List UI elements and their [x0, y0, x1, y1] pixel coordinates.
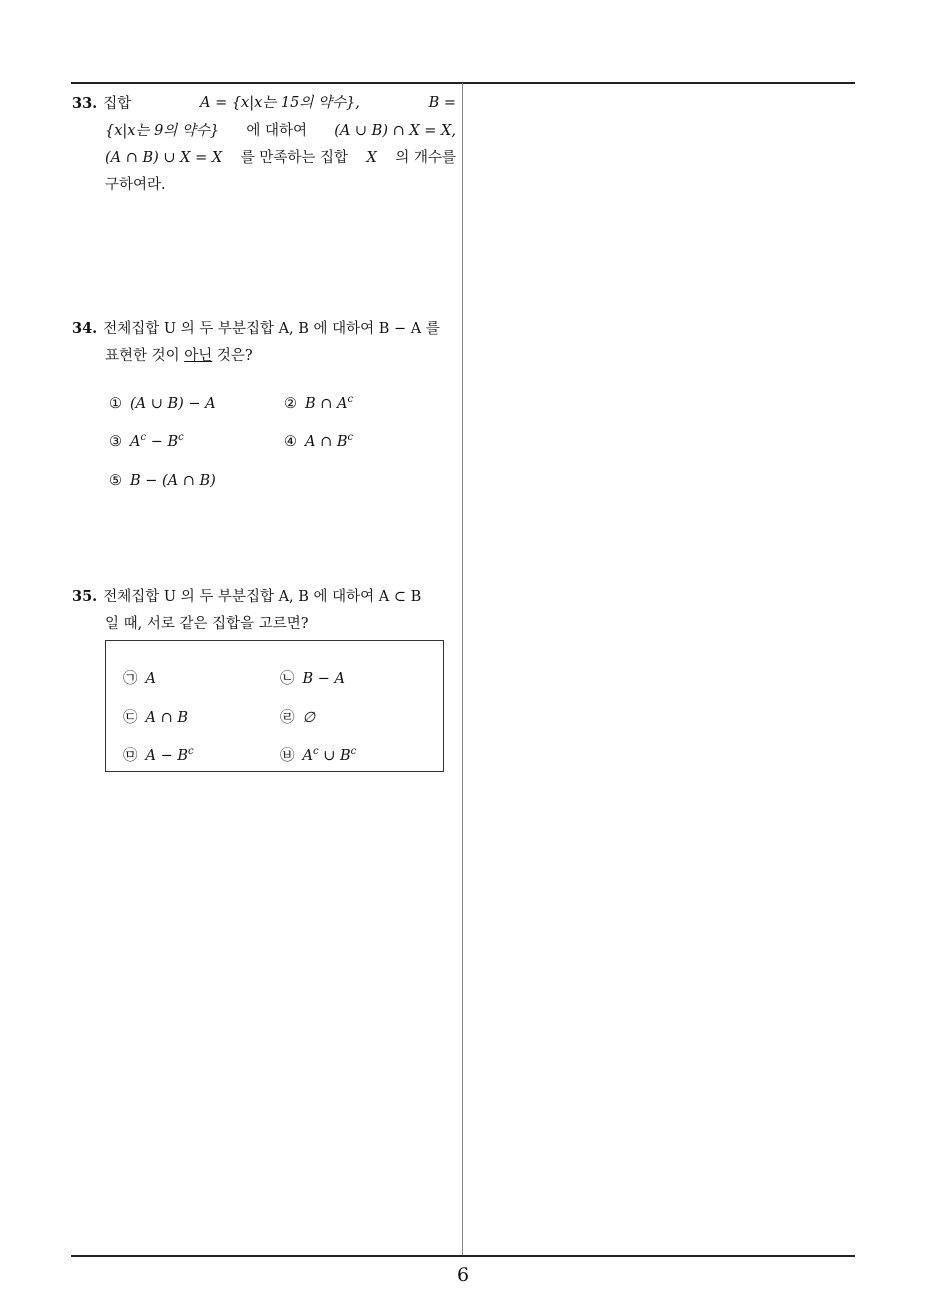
item-text: B − A — [302, 671, 345, 687]
q35-options-box — [105, 640, 444, 772]
item-mark: ㉥ — [280, 748, 295, 764]
item-text: A ∩ B — [145, 710, 188, 726]
item-mark: ㉠ — [123, 671, 138, 687]
q35-stem-1: 전체집합 U 의 두 부분집합 A, B 에 대하여 A ⊂ B — [103, 589, 422, 605]
choice-mark: ⑤ — [109, 473, 122, 489]
item-text: ∅ — [302, 710, 316, 726]
top-rule — [71, 82, 855, 84]
complement-sup: c — [312, 746, 319, 758]
q35-line-2: 일 때, 서로 같은 집합을 고르면? — [105, 616, 309, 632]
item-mark: ㉤ — [123, 748, 138, 764]
item-text: A − B — [145, 748, 188, 764]
q35-item-4[interactable] — [280, 706, 315, 727]
page-number: 6 — [456, 1264, 470, 1286]
q33-text-b: 에 대하여 — [246, 123, 307, 139]
q33-set-b-def: {x|x는 9의 약수} — [105, 123, 220, 139]
choice-mark: ② — [284, 396, 297, 412]
q33-var-x: X — [366, 150, 377, 166]
question-number: 33. — [72, 95, 98, 112]
question-33 — [72, 90, 456, 199]
complement-sup: c — [178, 432, 184, 444]
q34-choice-5[interactable] — [109, 473, 216, 489]
q34-line-1 — [72, 315, 456, 343]
q34-stem-1: 전체집합 U 의 두 부분집합 A, B 에 대하여 B − A 를 — [103, 321, 440, 337]
bottom-rule — [71, 1255, 855, 1257]
complement-sup: c — [347, 394, 354, 406]
question-number: 34. — [72, 320, 98, 337]
q34-choice-1[interactable] — [109, 396, 216, 412]
q34-choice-4[interactable]: ④ A ∩ $B^c$ — [284, 432, 354, 450]
choice-text: (A ∪ B) − A — [130, 396, 216, 412]
q35-item-3[interactable] — [123, 706, 188, 727]
choice-text: B − (A ∩ B) — [130, 473, 216, 489]
q34-line-2 — [72, 343, 456, 370]
q33-line-2 — [72, 118, 456, 145]
q34-emphasis-not: 아닌 — [184, 348, 213, 364]
q33-line-3 — [72, 145, 456, 172]
question-number: 35. — [72, 588, 98, 605]
complement-sup: c — [188, 746, 194, 758]
q33-condition-2: (A ∩ B) ∪ X = X — [105, 150, 223, 166]
choice-mark: ③ — [109, 434, 122, 450]
q33-line-4: 구하여라. — [105, 177, 166, 193]
item-text: A — [145, 671, 156, 687]
question-35 — [72, 583, 456, 638]
complement-sup: c — [347, 432, 354, 444]
q34-choice-2[interactable] — [284, 396, 353, 412]
q35-item-5[interactable] — [123, 744, 194, 765]
q35-item-6[interactable]: ㉥ $A^c$ ∪ $B^c$ — [280, 746, 357, 764]
q33-text: 집합 — [103, 96, 132, 112]
choice-mark: ④ — [284, 434, 297, 450]
item-mark: ㉢ — [123, 710, 138, 726]
complement-sup: c — [140, 432, 147, 444]
q33-condition-1: (A ∪ B) ∩ X = X, — [334, 123, 456, 139]
q33-text-d: 의 개수를 — [395, 150, 456, 166]
q35-line-1 — [72, 583, 456, 611]
item-mark: ㉡ — [280, 671, 295, 687]
choice-text: B ∩ A — [305, 396, 348, 412]
q33-line-1 — [72, 90, 456, 118]
choice-mark: ① — [109, 396, 122, 412]
q34-stem-2: 표현한 것이 — [105, 348, 180, 364]
q34-choice-3[interactable]: ③ $A^c - B^c$ — [109, 432, 184, 450]
q33-text-c: 를 만족하는 집합 — [240, 150, 348, 166]
q34-stem-3: 것은? — [216, 348, 253, 364]
q33-set-a-def: A = {x|x는 15의 약수}, — [199, 95, 360, 111]
q35-item-2[interactable] — [280, 667, 345, 688]
column-divider — [462, 83, 463, 1255]
q33-set-b-label: B = — [428, 95, 456, 111]
item-mark: ㉣ — [280, 710, 295, 726]
question-34 — [72, 315, 456, 370]
complement-sup: c — [350, 746, 357, 758]
q35-item-1[interactable] — [123, 667, 156, 688]
